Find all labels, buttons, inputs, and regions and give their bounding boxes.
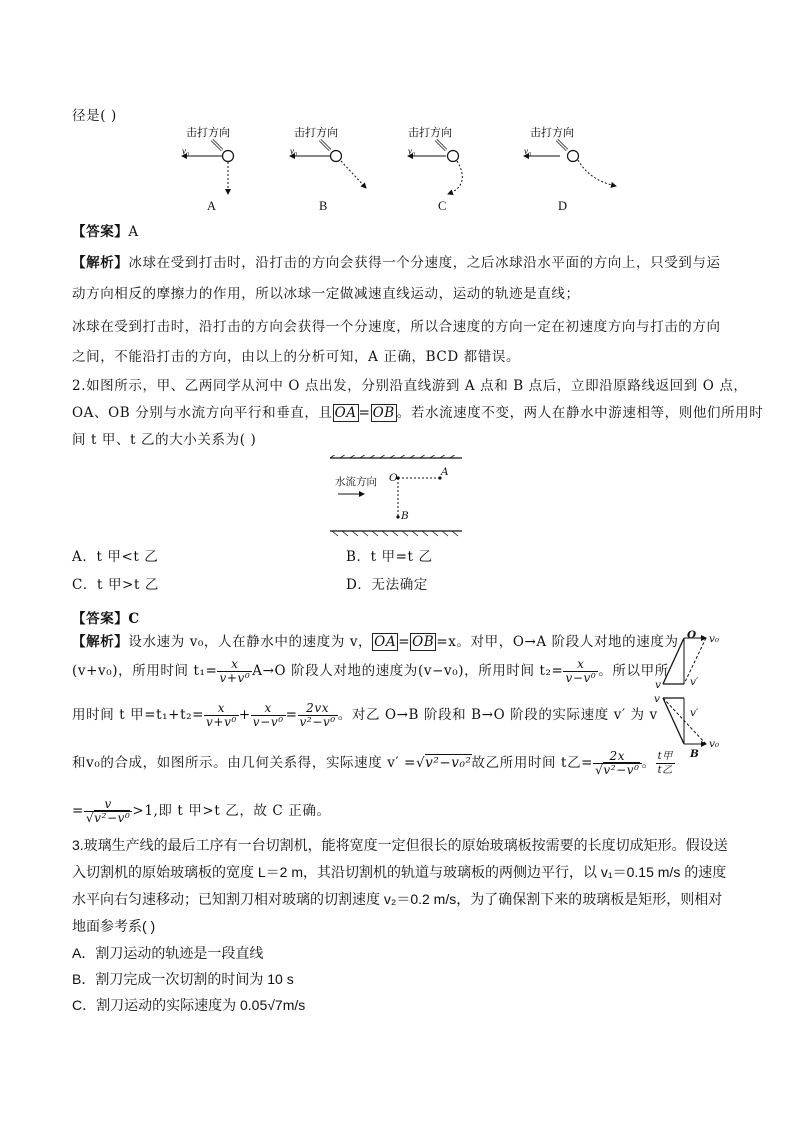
svg-text:v₀: v₀ bbox=[408, 146, 416, 156]
side-fig-b: B bbox=[690, 748, 699, 760]
option-d-figure bbox=[524, 125, 616, 186]
q3-stem-line-1: 3.玻璃生产线的最后工序有一台切割机，能将宽度一定但很长的原始玻璃板按需要的长度切成矩形。假设送 bbox=[72, 837, 728, 853]
q2-answer: 【答案】C bbox=[72, 611, 140, 627]
q2-analysis-line-2: (v+v₀)，所用时间 t₁= $\frac{x}{\text{v+v⁰}}$ A→O 阶段人对地的速度为(v−v₀)，所用时间 t₂= $\frac{x}{\text{v−v⁰}}$ 。所以甲所 bbox=[72, 657, 669, 685]
q1-analysis-line-1: 【解析】冰球在受到打击时，沿打击的方向会获得一个分速度，之后冰球沿水平面的方向上，只受到与运 bbox=[72, 255, 721, 271]
option-a-letter: A bbox=[207, 199, 217, 213]
q2-stem-line-1: 2.如图所示，甲、乙两同学从河中 O 点出发，分别沿直线游到 A 点和 B 点后，立即沿原路线返回到 O 点， bbox=[72, 378, 748, 394]
q2-analysis-line-1: 【解析】设水速为 v₀，人在静水中的速度为 v， OA = OB =x。对甲，O→A 阶段人对地的速度为 bbox=[72, 634, 679, 650]
q3-stem-line-3: 水平向右匀速移动；已知割刀相对玻璃的切割速度 v₂＝0.2 m/s，为了确保割下来的玻璃板是矩形，则相对 bbox=[72, 891, 723, 907]
side-fig-v-top: v bbox=[655, 679, 661, 691]
q3-stem-line-4: 地面参考系( ) bbox=[72, 918, 156, 934]
q2-stem-line-3: 间 t 甲、t 乙的大小关系为( ) bbox=[72, 432, 257, 448]
option-c-figure bbox=[408, 125, 462, 194]
option-b-figure bbox=[290, 125, 366, 188]
svg-text:击打方向: 击打方向 bbox=[530, 127, 574, 139]
svg-text:v₀: v₀ bbox=[524, 146, 532, 156]
option-b-letter: B bbox=[319, 199, 328, 213]
svg-text:击打方向: 击打方向 bbox=[408, 127, 452, 139]
side-fig-v-bottom: v bbox=[654, 693, 660, 705]
q3-option-a: A．割刀运动的轨迹是一段直线 bbox=[72, 945, 264, 961]
q1-stem-tail: 径是( ) bbox=[72, 108, 117, 124]
svg-text:v₀: v₀ bbox=[182, 146, 190, 156]
side-fig-vprime-bottom: v′ bbox=[690, 707, 699, 719]
q3-option-b: B．割刀完成一次切割的时间为 10 s bbox=[72, 971, 294, 987]
q2-analysis-line-5: = $\frac{v}{\text{√v²−v⁰}}$ >1,即 t 甲>t 乙，故 C 正确。 bbox=[72, 797, 331, 825]
point-o-label: O bbox=[389, 472, 398, 484]
option-a-figure bbox=[182, 125, 234, 194]
q2-option-d: D．无法确定 bbox=[346, 577, 428, 593]
q1-answer: 【答案】A bbox=[72, 224, 139, 240]
point-b-label: B bbox=[401, 510, 409, 522]
q3-stem-line-2: 入切割机的原始玻璃板的宽度 L＝2 m，其沿切割机的轨道与玻璃板的两侧边平行，以 v₁＝0.15 m/s 的速度 bbox=[72, 864, 727, 880]
side-fig-v0-top: v₀ bbox=[709, 633, 720, 645]
svg-text:v₀: v₀ bbox=[290, 146, 298, 156]
q1-analysis-line-4: 之间，不能沿打击的方向，由以上的分析可知，A 正确，BCD 都错误。 bbox=[72, 349, 521, 365]
q1-analysis-line-2: 动方向相反的摩擦力的作用，所以冰球一定做减速直线运动，运动的轨迹是直线； bbox=[72, 286, 580, 302]
side-fig-vprime-top: v′ bbox=[690, 676, 699, 688]
flow-direction-label: 水流方向 bbox=[335, 476, 377, 488]
q3-option-c: C．割刀运动的实际速度为 0.05√7m/s bbox=[72, 997, 306, 1013]
point-a-label: A bbox=[441, 466, 449, 478]
q1-analysis-line-3: 冰球在受到打击时，沿打击的方向会获得一个分速度，所以合速度的方向一定在初速度方向与打击的方向 bbox=[72, 319, 721, 335]
side-fig-o: O bbox=[687, 629, 697, 641]
q2-option-a: A．t 甲<t 乙 bbox=[72, 549, 159, 565]
svg-text:击打方向: 击打方向 bbox=[294, 127, 338, 139]
q2-analysis-line-3: 用时间 t 甲=t₁+t₂= $\frac{x}{\text{v+v⁰}}$ + $\frac{x}{\text{v−v⁰}}$ = $\frac{2vx}{\text{v²−v⁰}}$ 。对乙 O→B 阶段和 B→O 阶段的实际速度 v′ 为 v bbox=[72, 701, 658, 729]
q2-option-b: B．t 甲=t 乙 bbox=[346, 549, 433, 565]
svg-text:击打方向: 击打方向 bbox=[186, 127, 230, 139]
q2-analysis-line-4: 和v₀的合成，如图所示。由几何关系得，实际速度 v′ =√v²−v₀²故乙所用时间 t乙= $\frac{2x}{\text{√v²−v⁰}}$ 。 $\frac{\text{t甲}}{\text{t乙}}$ bbox=[72, 749, 673, 777]
q2-option-c: C．t 甲>t 乙 bbox=[72, 577, 159, 593]
option-d-letter: D bbox=[558, 199, 568, 213]
q2-stem-line-2: OA、OB 分别与水流方向平行和垂直，且 OA = OB 。若水流速度不变，两人在静水中游速相等，则他们所用时 bbox=[72, 405, 764, 421]
side-fig-v0-bottom: v₀ bbox=[709, 738, 720, 750]
option-c-letter: C bbox=[438, 199, 447, 213]
